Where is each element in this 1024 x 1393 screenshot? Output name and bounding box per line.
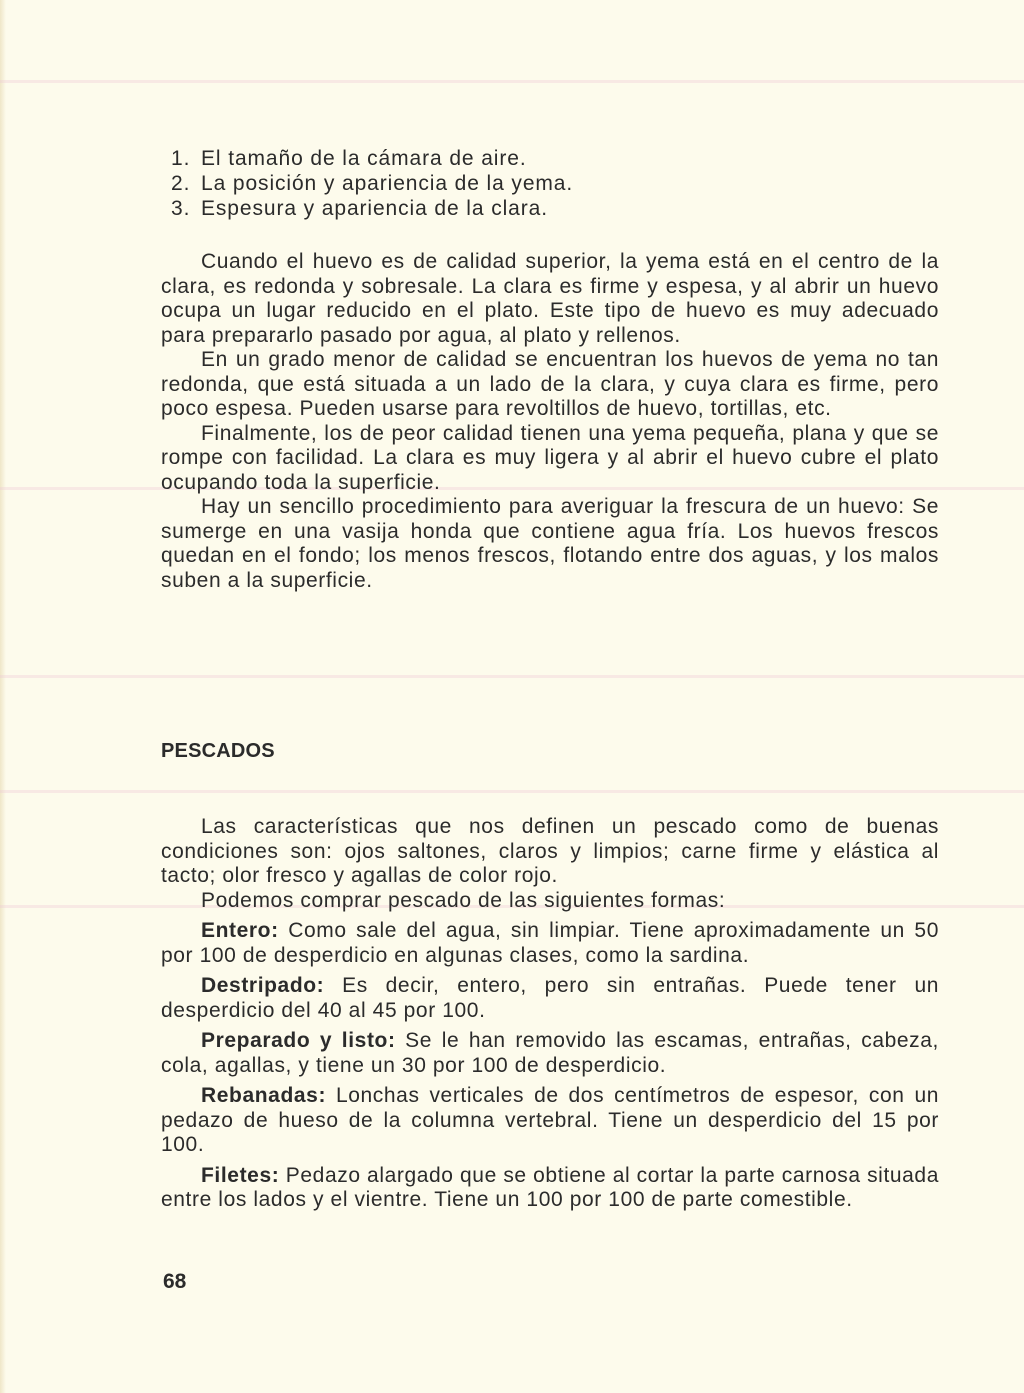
definition-filetes: Filetes: Pedazo alargado que se obtiene al cortar la parte carnosa situada entre los lados y el vientre. Tiene un 100 por 100 de parte comestible. — [161, 1163, 939, 1211]
paragraph: Podemos comprar pescado de las siguientes formas: — [201, 888, 726, 912]
paragraph: Cuando el huevo es de calidad superior, la yema está en el centro de la clara, es redonda y sobresale. La clara es firme y espesa, y al abrir un huevo ocupa un lugar reducido en el plato. Este tipo de huevo es muy adecuado para prepararlo pasado por agua, al plato y rellenos. — [161, 250, 939, 347]
term: Destripado: — [201, 974, 325, 997]
section-heading: PESCADOS — [161, 740, 275, 762]
scan-stripe — [0, 80, 1024, 83]
scan-stripe — [0, 790, 1024, 793]
definition-rebanadas: Rebanadas: Lonchas verticales de dos centímetros de espesor, con un pedazo de hueso de la columna vertebral. Tiene un desperdicio del 15 por 100. — [161, 1084, 939, 1156]
definition-entero: Entero: Como sale del agua, sin limpiar. Tiene aproximadamente un 50 por 100 de desperdicio en algunas clases, como la sardina. — [161, 919, 939, 967]
egg-quality-criteria-list — [161, 146, 939, 221]
paragraph: Las características que nos definen un pescado como de buenas condiciones son: ojos saltones, claros y limpios; carne firme y elástica al tacto; olor fresco y agallas de color rojo. — [161, 815, 939, 887]
page-edge — [0, 0, 6, 1393]
term: Rebanadas: — [201, 1084, 327, 1107]
term: Preparado y listo: — [201, 1029, 396, 1052]
term: Filetes: — [201, 1163, 280, 1187]
list-item: 3. Espesura y apariencia de la clara. — [171, 197, 548, 220]
list-item: 2. La posición y apariencia de la yema. — [171, 172, 574, 195]
page-number: 68 — [163, 1270, 187, 1293]
definition-preparado: Preparado y listo: Se le han removido las escamas, entrañas, cabeza, cola, agallas, y tiene un 30 por 100 de desperdicio. — [161, 1029, 939, 1077]
list-item: 1. El tamaño de la cámara de aire. — [171, 147, 527, 170]
fish-section — [161, 815, 939, 1213]
definition-destripado: Destripado: Es decir, entero, pero sin entrañas. Puede tener un desperdicio del 40 al 45 por 100. — [161, 974, 939, 1022]
term: Entero: — [201, 919, 279, 942]
paragraph: En un grado menor de calidad se encuentran los huevos de yema no tan redonda, que está situada a un lado de la clara, y cuya clara es firme, pero poco espesa. Pueden usarse para revoltillos de huevo, tortillas, etc. — [161, 348, 939, 420]
paragraph: Hay un sencillo procedimiento para averiguar la frescura de un huevo: Se sumerge en una vasija honda que contiene agua fría. Los huevos frescos quedan en el fondo; los menos frescos, flotando entre dos aguas, y los malos suben a la superficie. — [161, 495, 939, 592]
eggs-section — [161, 146, 939, 593]
paragraph: Finalmente, los de peor calidad tienen una yema pequeña, plana y que se rompe con facilidad. La clara es muy ligera y al abrir el huevo cubre el plato ocupando toda la superficie. — [161, 421, 939, 494]
scan-stripe — [0, 675, 1024, 678]
